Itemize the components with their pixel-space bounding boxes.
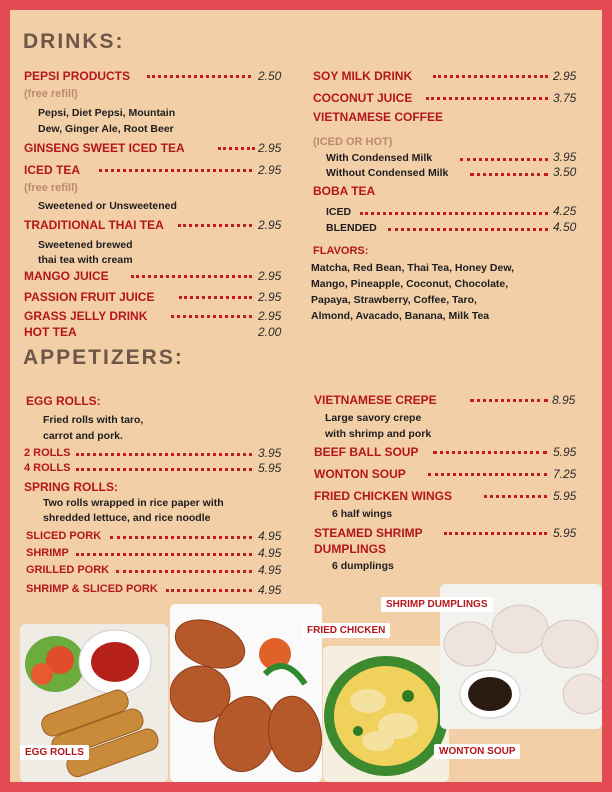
caption-fried-chicken: FRIED CHICKEN <box>302 623 390 638</box>
flavors-line-3: Papaya, Strawberry, Coffee, Taro, <box>311 294 477 306</box>
flavors-line-1: Matcha, Red Bean, Thai Tea, Honey Dew, <box>311 262 515 274</box>
item-wonton-soup: WONTON SOUP <box>314 467 406 481</box>
flavors-line-4: Almond, Avacado, Banana, Milk Tea <box>311 310 490 322</box>
price-thai-tea: 2.95 <box>258 218 282 232</box>
boba-opt-2-price: 4.50 <box>553 220 577 234</box>
item-dumplings: DUMPLINGS <box>314 542 386 556</box>
price-mango: 2.95 <box>258 269 282 283</box>
price-dumplings: 5.95 <box>553 526 577 540</box>
item-iced-tea: ICED TEA <box>24 163 81 177</box>
item-beef-ball-soup: BEEF BALL SOUP <box>314 445 419 459</box>
price-grass-jelly: 2.95 <box>258 309 282 323</box>
desc-thai-tea-1: Sweetened brewed <box>38 239 133 251</box>
flavors-line-2: Mango, Pineapple, Coconut, Chocolate, <box>311 278 509 290</box>
note-viet-coffee: (ICED OR HOT) <box>313 136 393 148</box>
caption-egg-rolls: EGG ROLLS <box>20 745 89 760</box>
desc-egg-rolls-1: Fried rolls with taro, <box>43 414 144 426</box>
coffee-opt-1-price: 3.95 <box>553 150 577 164</box>
desc-crepe-2: with shrimp and pork <box>325 428 432 440</box>
price-beef-ball: 5.95 <box>553 445 577 459</box>
boba-opt-1-label: ICED <box>326 206 352 218</box>
spring-opt-1-price: 4.95 <box>258 529 282 543</box>
price-iced-tea: 2.95 <box>258 163 282 177</box>
item-ginseng-tea: GINSENG SWEET ICED TEA <box>24 141 185 155</box>
price-coconut: 3.75 <box>553 91 577 105</box>
item-vietnamese-coffee: VIETNAMESE COFFEE <box>313 110 444 124</box>
item-vietnamese-crepe: VIETNAMESE CREPE <box>314 393 437 407</box>
note-iced-tea: (free refill) <box>24 182 78 194</box>
desc-wings: 6 half wings <box>332 508 393 520</box>
desc-spring-rolls-1: Two rolls wrapped in rice paper with <box>43 497 224 509</box>
item-spring-rolls: SPRING ROLLS: <box>24 480 119 494</box>
desc-pepsi-2: Dew, Ginger Ale, Root Beer <box>38 123 174 135</box>
item-soy-milk: SOY MILK DRINK <box>313 69 413 83</box>
price-crepe: 8.95 <box>552 393 576 407</box>
spring-opt-4-label: SHRIMP & SLICED PORK <box>26 583 158 595</box>
item-coconut-juice: COCONUT JUICE <box>313 91 413 105</box>
desc-thai-tea-2: thai tea with cream <box>38 254 133 266</box>
menu-page <box>10 10 602 782</box>
spring-opt-3-price: 4.95 <box>258 563 282 577</box>
item-boba-tea: BOBA TEA <box>313 184 376 198</box>
coffee-opt-2-label: Without Condensed Milk <box>326 167 449 179</box>
wonton-soup-photo <box>323 646 449 782</box>
egg-rolls-opt-1-label: 2 ROLLS <box>24 447 71 459</box>
item-hot-tea: HOT TEA <box>24 325 77 339</box>
desc-iced-tea: Sweetened or Unsweetened <box>38 200 177 212</box>
coffee-opt-2-price: 3.50 <box>553 165 577 179</box>
item-pepsi-products: PEPSI PRODUCTS <box>24 69 131 83</box>
item-grass-jelly: GRASS JELLY DRINK <box>24 309 148 323</box>
egg-rolls-opt-2-price: 5.95 <box>258 461 282 475</box>
caption-wonton-soup: WONTON SOUP <box>434 744 520 759</box>
egg-rolls-opt-2-label: 4 ROLLS <box>24 462 71 474</box>
price-wonton: 7.25 <box>553 467 577 481</box>
item-passion-fruit: PASSION FRUIT JUICE <box>24 290 155 304</box>
price-passion: 2.95 <box>258 290 282 304</box>
price-wings: 5.95 <box>553 489 577 503</box>
spring-opt-2-price: 4.95 <box>258 546 282 560</box>
spring-opt-2-label: SHRIMP <box>26 547 69 559</box>
price-ginseng: 2.95 <box>258 141 282 155</box>
item-steamed-shrimp: STEAMED SHRIMP <box>314 526 423 540</box>
price-pepsi: 2.50 <box>258 69 282 83</box>
desc-crepe-1: Large savory crepe <box>325 412 422 424</box>
desc-egg-rolls-2: carrot and pork. <box>43 430 123 442</box>
drinks-heading: DRINKS: <box>23 30 125 53</box>
desc-dumplings: 6 dumplings <box>332 560 394 572</box>
boba-opt-2-label: BLENDED <box>326 222 377 234</box>
item-thai-tea: TRADITIONAL THAI TEA <box>24 218 164 232</box>
item-fried-chicken-wings: FRIED CHICKEN WINGS <box>314 489 452 503</box>
fried-chicken-photo <box>170 604 322 782</box>
item-mango-juice: MANGO JUICE <box>24 269 109 283</box>
desc-spring-rolls-2: shredded lettuce, and rice noodle <box>43 512 211 524</box>
price-soy-milk: 2.95 <box>553 69 577 83</box>
item-egg-rolls: EGG ROLLS: <box>26 394 101 408</box>
boba-opt-1-price: 4.25 <box>553 204 577 218</box>
flavors-label: FLAVORS: <box>313 245 369 257</box>
price-hot-tea: 2.00 <box>258 325 282 339</box>
desc-pepsi-1: Pepsi, Diet Pepsi, Mountain <box>38 107 176 119</box>
note-pepsi: (free refill) <box>24 88 78 100</box>
spring-opt-4-price: 4.95 <box>258 583 282 597</box>
egg-rolls-opt-1-price: 3.95 <box>258 446 282 460</box>
appetizers-heading: APPETIZERS: <box>23 346 184 369</box>
caption-shrimp-dumplings: SHRIMP DUMPLINGS <box>381 597 493 612</box>
spring-opt-1-label: SLICED PORK <box>26 530 102 542</box>
coffee-opt-1-label: With Condensed Milk <box>326 152 433 164</box>
spring-opt-3-label: GRILLED PORK <box>26 564 110 576</box>
